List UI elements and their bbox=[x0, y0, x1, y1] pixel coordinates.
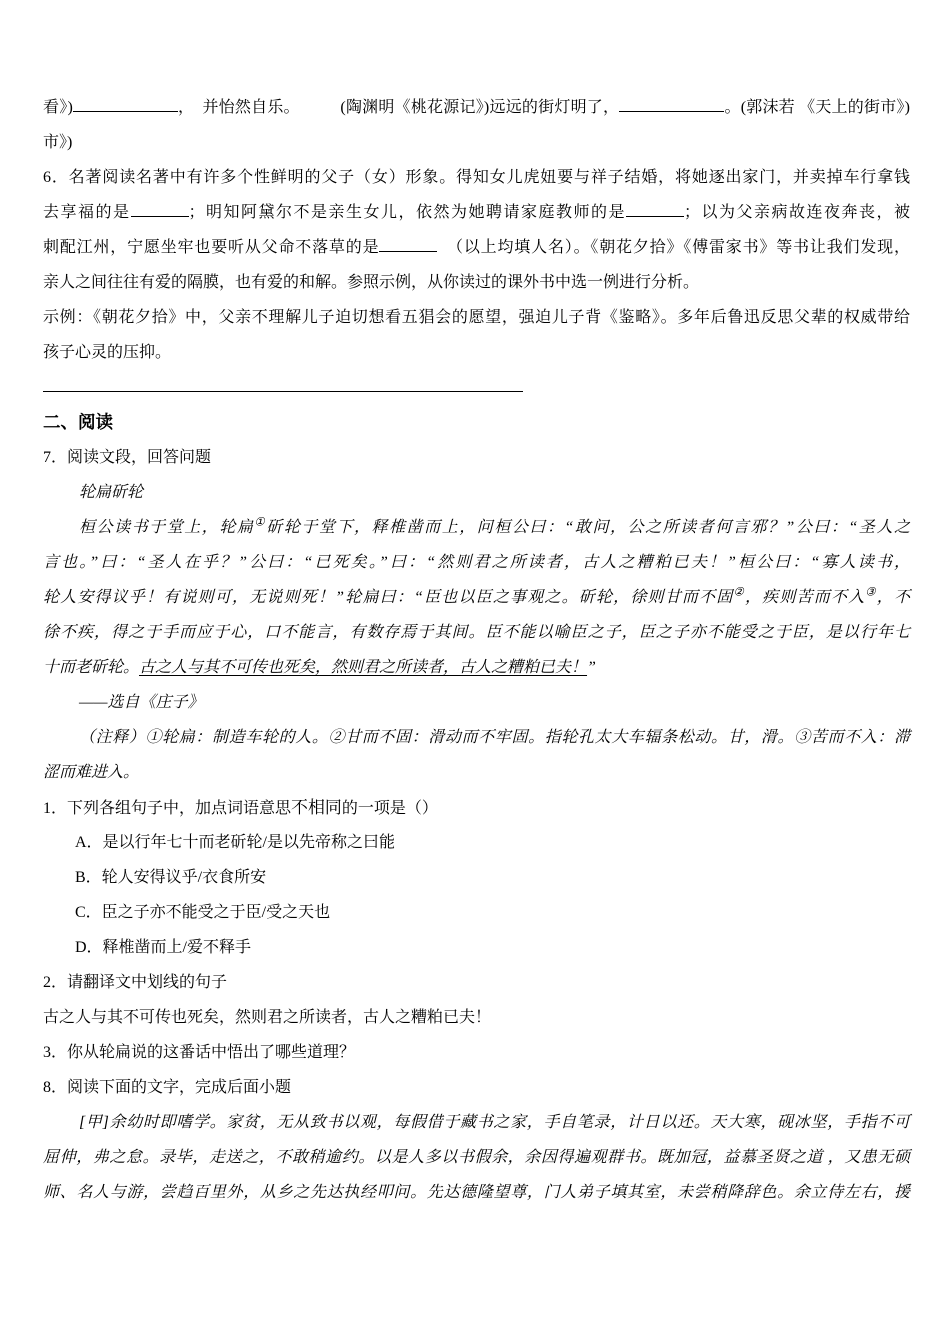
text-run: 2．请翻译文中划线的句子 bbox=[43, 974, 228, 991]
fill-in-blank bbox=[73, 97, 178, 112]
text-run: 十而老斫轮。 bbox=[43, 659, 140, 676]
passage-jia-line bbox=[43, 1140, 910, 1175]
text-run: 亲人之间往往有爱的隔膜，也有爱的和解。参照示例，从你读过的课外书中选一例进行分析。 bbox=[43, 274, 700, 291]
question-6-line bbox=[43, 195, 910, 230]
sentence-to-translate bbox=[43, 1000, 910, 1035]
question-6-line bbox=[43, 230, 910, 265]
choice-d bbox=[43, 930, 910, 965]
text-run: 孩子心灵的压抑。 bbox=[43, 344, 172, 361]
dictation-item-line bbox=[43, 90, 910, 125]
document-body bbox=[43, 90, 910, 1210]
text-run: 刺配江州，宁愿坐牢也要听从父命不落草的是 bbox=[43, 239, 380, 256]
text-run: ；明知阿黛尔不是亲生女儿，依然为她聘请家庭教师的是 bbox=[188, 204, 626, 221]
passage-source bbox=[43, 685, 910, 720]
question-8-stem bbox=[43, 1070, 910, 1105]
fill-in-blank bbox=[619, 97, 724, 112]
sub-question-3 bbox=[43, 1035, 910, 1070]
text-run: 示例：《朝花夕拾》中，父亲不理解儿子迫切想看五猖会的愿望，强迫儿子背《鉴略》。多年后鲁迅反思父辈的权威带给 bbox=[43, 309, 910, 326]
fill-in-blank bbox=[626, 202, 684, 217]
text-run: 去享福的是 bbox=[43, 204, 131, 221]
passage-jia-line bbox=[43, 1105, 910, 1140]
text-run: 轮人安得议乎！有说则可，无说则死！”轮扁曰：“臣也以臣之事观之。斫轮，徐则甘而不固 bbox=[43, 589, 734, 606]
text-run: 涩而难进入。 bbox=[43, 764, 140, 781]
passage-line bbox=[43, 615, 910, 650]
text-run: ，不 bbox=[876, 589, 910, 606]
text-run: 6．名著阅读名著中有许多个性鲜明的父子（女）形象。得知女儿虎妞要与祥子结婚，将她逐出家门，并卖掉车行拿钱 bbox=[43, 169, 910, 186]
example-line bbox=[43, 300, 910, 335]
passage-line bbox=[43, 650, 910, 685]
text-run: C．臣之子亦不能受之于臣/受之天也 bbox=[75, 904, 331, 921]
text-run: ， 并怡然自乐。 (陶渊明《桃花源记》)远远的街灯明了， bbox=[177, 99, 620, 116]
text-run: 师、名人与游，尝趋百里外，从乡之先达执经叩问。先达德隆望尊，门人弟子填其室，未尝稍降辞色。余立侍左右，援 bbox=[43, 1184, 910, 1201]
passage-notes bbox=[43, 755, 910, 790]
fill-in-blank bbox=[43, 377, 523, 392]
dictation-item-line bbox=[43, 125, 910, 160]
text-run: B．轮人安得议乎/衣食所安 bbox=[75, 869, 267, 886]
answer-rule-line bbox=[43, 370, 910, 405]
text-run: 二、阅读 bbox=[43, 412, 113, 432]
text-run: 徐不疾，得之于手而应于心，口不能言，有数存焉于其间。臣不能以喻臣之子，臣之子亦不能受之于臣，是以行年七 bbox=[43, 624, 910, 641]
passage-notes bbox=[43, 720, 910, 755]
text-run: （注释）①轮扁：制造车轮的人。②甘而不固：滑动而不牢固。指轮孔太大车辐条松动。甘，滑。③苦而不入：滞 bbox=[79, 729, 910, 746]
passage-line bbox=[43, 580, 910, 615]
passage-line bbox=[43, 545, 910, 580]
text-run: A．是以行年七十而老斫轮/是以先帝称之曰能 bbox=[75, 834, 396, 851]
question-6-line bbox=[43, 265, 910, 300]
choice-a bbox=[43, 825, 910, 860]
text-run: ，疾则苦而不入 bbox=[744, 589, 866, 606]
text-run: 看》) bbox=[43, 99, 73, 116]
text-run: （以上均填人名）。《朝花夕拾》《傅雷家书》等书让我们发现， bbox=[437, 239, 910, 256]
choice-b bbox=[43, 860, 910, 895]
section-heading bbox=[43, 405, 910, 440]
passage-line bbox=[43, 510, 910, 545]
sub-question-1 bbox=[43, 790, 910, 825]
text-run: 8．阅读下面的文字，完成后面小题 bbox=[43, 1079, 292, 1096]
emphasis-text: 不相同 bbox=[291, 798, 342, 817]
text-run: ” bbox=[587, 659, 596, 676]
question-6-line bbox=[43, 160, 910, 195]
choice-c bbox=[43, 895, 910, 930]
sub-question-2 bbox=[43, 965, 910, 1000]
text-run: D．释椎凿而上/爱不释手 bbox=[75, 939, 252, 956]
text-run: 市》) bbox=[43, 134, 73, 151]
question-7-stem bbox=[43, 440, 910, 475]
underlined-text: 古之人与其不可传也死矣，然则君之所读者，古人之糟粕已夫！ bbox=[139, 659, 588, 676]
text-run: 桓公读书于堂上，轮扁 bbox=[79, 519, 255, 536]
text-run: 屈伸，弗之怠。录毕，走送之，不敢稍逾约。以是人多以书假余，余因得遍观群书。既加冠，益慕圣贤之道 ，又患无硕 bbox=[43, 1149, 910, 1166]
text-run: 古之人与其不可传也死矣，然则君之所读者，古人之糟粕已夫！ bbox=[43, 1009, 492, 1026]
text-run: 轮扁斫轮 bbox=[79, 484, 144, 501]
passage-title bbox=[43, 475, 910, 510]
example-line bbox=[43, 335, 910, 370]
text-run: ；以为父亲病故连夜奔丧，被 bbox=[683, 204, 910, 221]
footnote-marker: ② bbox=[733, 586, 745, 599]
text-run: 言也。”曰：“圣人在乎？”公曰：“已死矣。”曰：“然则君之所读者，古人之糟粕已夫！”桓公曰：“寡人读书， bbox=[43, 554, 910, 571]
footnote-marker: ① bbox=[254, 516, 267, 529]
fill-in-blank bbox=[379, 237, 437, 252]
passage-jia-line bbox=[43, 1175, 910, 1210]
text-run: 。(郭沫若 《天上的街市》) bbox=[724, 99, 910, 116]
text-run: 的一项是（） bbox=[341, 800, 438, 817]
text-run: 1．下列各组句子中，加点词语意思 bbox=[43, 800, 292, 817]
footnote-marker: ③ bbox=[865, 586, 877, 599]
text-run: 3．你从轮扁说的这番话中悟出了哪些道理？ bbox=[43, 1044, 356, 1061]
text-run: ——选自《庄子》 bbox=[79, 694, 204, 711]
text-run: 7．阅读文段，回答问题 bbox=[43, 449, 212, 466]
fill-in-blank bbox=[131, 202, 189, 217]
text-run: [甲]余幼时即嗜学。家贫，无从致书以观，每假借于藏书之家，手自笔录，计日以还。天大寒，砚冰坚，手指不可 bbox=[79, 1114, 910, 1131]
text-run: 斫轮于堂下，释椎凿而上，问桓公曰：“敢问，公之所读者何言邪？”公曰：“圣人之 bbox=[266, 519, 910, 536]
